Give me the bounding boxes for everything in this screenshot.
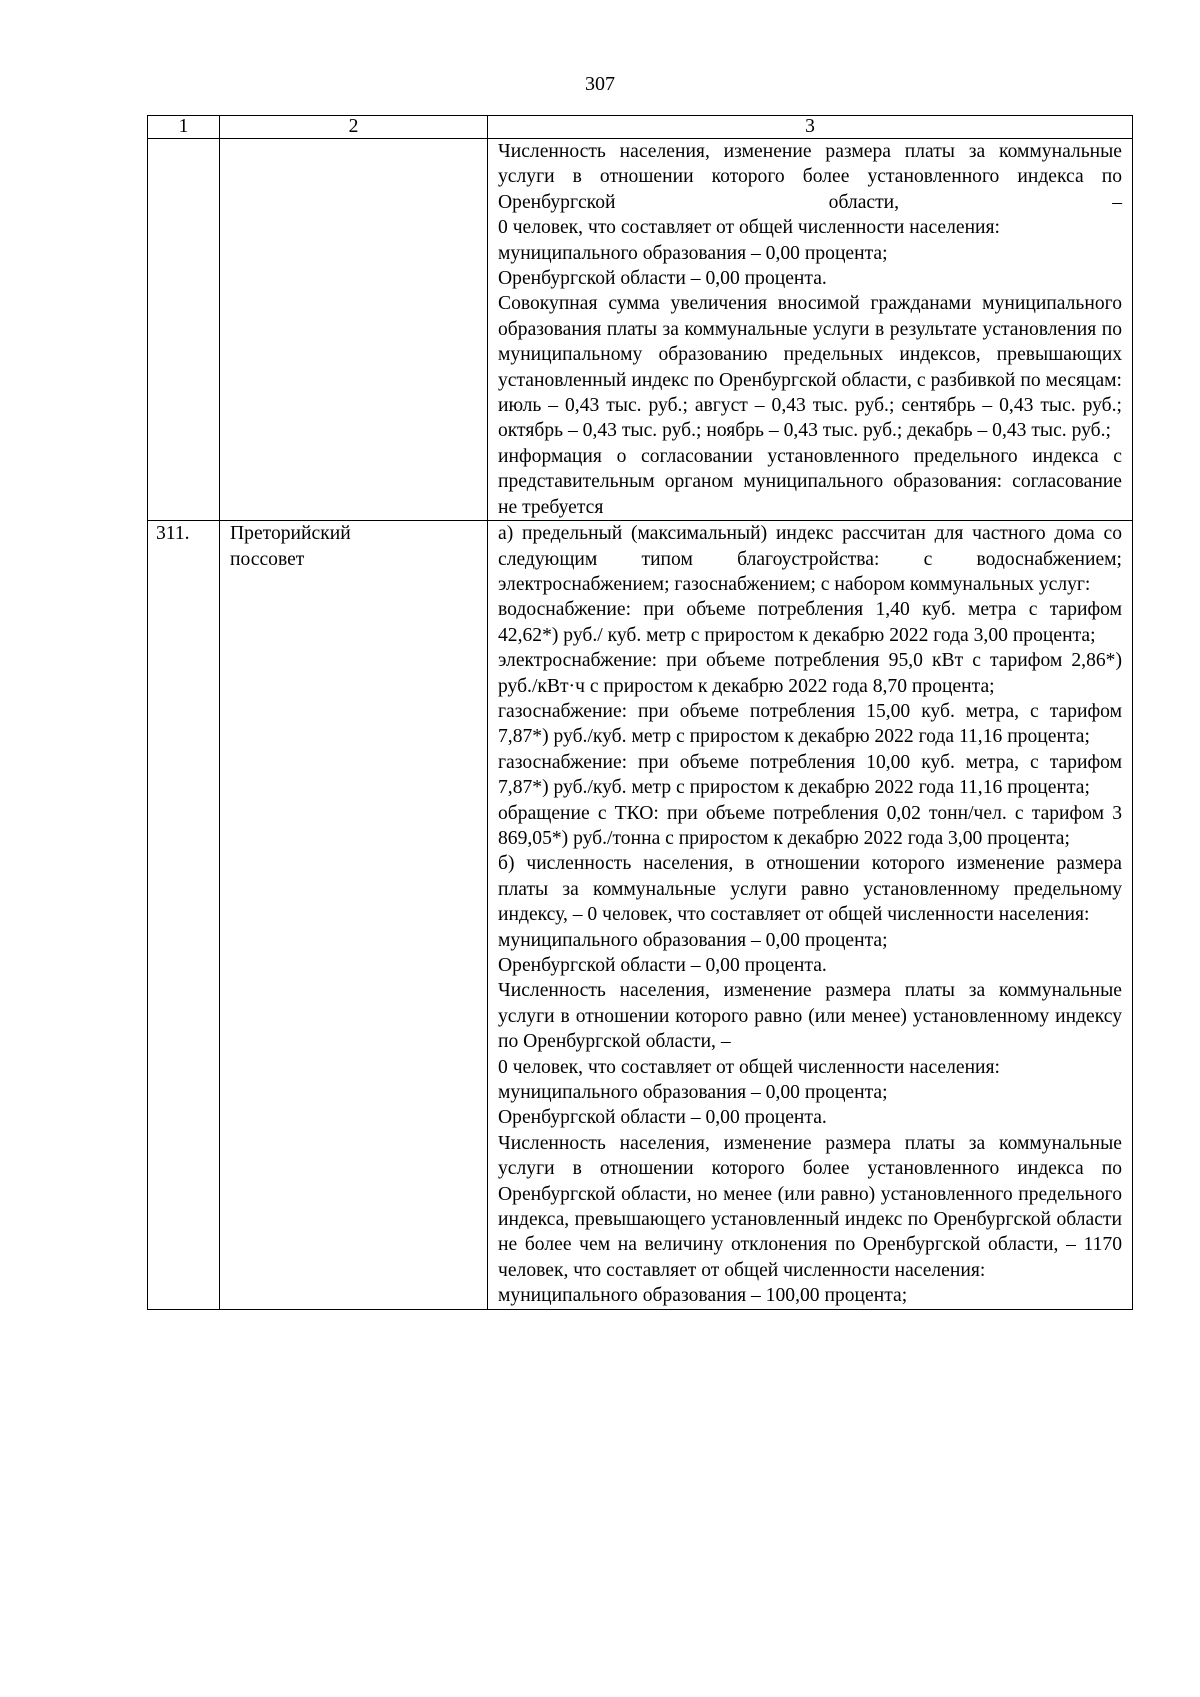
table-row — [148, 139, 1133, 521]
description-cell — [488, 521, 1133, 1310]
description-paragraph: 0 человек, что составляет от общей численности населения: — [498, 217, 1001, 239]
description-paragraph: муниципального образования – 100,00 процента; — [498, 1285, 908, 1307]
description-paragraph: Совокупная сумма увеличения вносимой гражданами муниципального образования платы за коммунальные услуги в результате установления по муниципальному образованию предельных индексов, превышающих установленный индекс по Оренбургской области, с разбивкой по месяцам: июль – 0,43 тыс. руб.; август – 0,43 тыс. руб.; сентябрь – 0,43 тыс. руб.; октябрь – 0,43 тыс. руб.; ноябрь – 0,43 тыс. руб.; декабрь – 0,43 тыс. руб.; — [498, 293, 1122, 442]
description-paragraph: Оренбургской области – 0,00 процента. — [498, 268, 827, 290]
row-number: 311. — [148, 521, 220, 1310]
municipality-name — [220, 139, 488, 521]
header-col-3: 3 — [488, 116, 1133, 139]
description-paragraph: муниципального образования – 0,00 процента; — [498, 1082, 888, 1104]
description-paragraph: а) предельный (максимальный) индекс рассчитан для частного дома со следующим типом благоустройства: с водоснабжением; электроснабжением; газоснабжением; с набором коммунальных услуг: — [498, 523, 1122, 595]
table-header-row — [148, 116, 1133, 139]
document-table — [147, 115, 1133, 1310]
description-paragraph: обращение с ТКО: при объеме потребления 0,02 тонн/чел. с тарифом 3 869,05*) руб./тонна с приростом к декабрю 2022 года 3,00 процента; — [498, 802, 1122, 849]
page-number: 307 — [585, 73, 615, 95]
description-paragraph: муниципального образования – 0,00 процента; — [498, 242, 888, 264]
description-paragraph: информация о согласовании установленного предельного индекса с представительным органом муниципального образования: согласование не требуется — [498, 445, 1122, 518]
description-paragraph: водоснабжение: при объеме потребления 1,40 куб. метра с тарифом 42,62*) руб./ куб. метр с приростом к декабрю 2022 года 3,00 процента; — [498, 599, 1122, 646]
row-number — [148, 139, 220, 521]
description-paragraph: электроснабжение: при объеме потребления 95,0 кВт с тарифом 2,86*) руб./кВт·ч с приростом к декабрю 2022 года 8,70 процента; — [498, 650, 1122, 697]
description-paragraph: Численность населения, изменение размера платы за коммунальные услуги в отношении которого равно (или менее) установленному индексу по Оренбургской области, – — [498, 980, 1122, 1053]
header-col-2: 2 — [220, 116, 488, 139]
description-paragraph: газоснабжение: при объеме потребления 15,00 куб. метра, с тарифом 7,87*) руб./куб. метр с приростом к декабрю 2022 года 11,16 процента; — [498, 700, 1122, 748]
header-col-1: 1 — [148, 116, 220, 139]
description-paragraph: Численность населения, изменение размера платы за коммунальные услуги в отношении которого более установленного индекса по Оренбургской области, но менее (или равно) установленного предельного индекса, превышающего установленный индекс по Оренбургской области не более чем на величину отклонения по Оренбургской области, – 1170 человек, что составляет от общей численности населения: — [498, 1132, 1122, 1281]
municipality-name: Преторийский поссовет — [220, 521, 488, 1310]
description-paragraph: 0 человек, что составляет от общей численности населения: — [498, 1056, 1001, 1078]
description-paragraph: газоснабжение: при объеме потребления 10,00 куб. метра, с тарифом 7,87*) руб./куб. метр с приростом к декабрю 2022 года 11,16 процента; — [498, 751, 1122, 799]
description-paragraph: Оренбургской области – 0,00 процента. — [498, 955, 827, 976]
table-row — [148, 521, 1133, 1310]
description-paragraph: Оренбургской области – 0,00 процента. — [498, 1107, 827, 1129]
description-paragraph: Численность населения, изменение размера платы за коммунальные услуги в отношении которого более установленного индекса по Оренбургской области, – — [498, 141, 1122, 213]
description-paragraph: муниципального образования – 0,00 процента; — [498, 929, 888, 951]
description-cell — [488, 139, 1133, 521]
description-paragraph: б) численность населения, в отношении которого изменение размера платы за коммунальные услуги равно установленному предельному индексу, – 0 человек, что составляет от общей численности населения: — [498, 853, 1122, 926]
